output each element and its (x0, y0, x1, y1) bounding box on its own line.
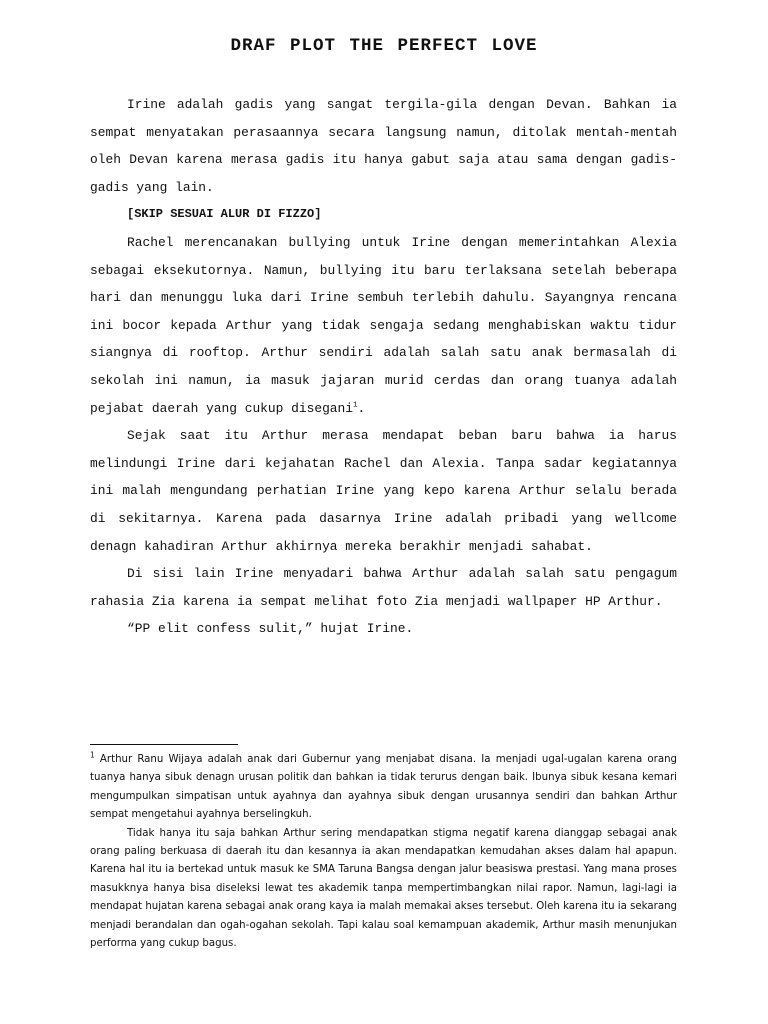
paragraph-quote: “PP elit confess sulit,” hujat Irine. (127, 621, 414, 637)
paragraph-rachel-bullying (90, 229, 677, 422)
document-body (90, 91, 677, 643)
footnote-paragraph-1 (90, 751, 677, 825)
document-title: DRAF PLOT THE PERFECT LOVE (230, 36, 538, 56)
footnote-marker: 1 (90, 750, 95, 760)
skip-note: [SKIP SESUAI ALUR DI FIZZO] (127, 207, 322, 222)
paragraph-arthur-protects: Sejak saat itu Arthur merasa mendapat beban baru bahwa ia harus melindungi Irine dari kejahatan Rachel dan Alexia. Tanpa sadar kegiatannya ini malah mengundang perhatian Irine yang kepo karena Arthur selalu berada di sekitarnya. Karena pada dasarnya Irine adalah pribadi yang wellcome denagn kahadiran Arthur akhirnya mereka berakhir menjadi sahabat. (90, 428, 677, 554)
footnote-separator (90, 744, 238, 745)
footnote-paragraph-2: Tidak hanya itu saja bahkan Arthur sering mendapatkan stigma negatif karena dianggap sebagai anak orang paling berkuasa di daerah itu dan kesannya ia akan mendapatkan kemudahan akses dalam hal apapun. Karena hal itu ia bertekad untuk masuk ke SMA Taruna Bangsa dengan jalur beasiswa prestasi. Yang mana proses masukknya hanya bisa diseleksi lewat tes akademik tanpa mempertimbangkan nilai rapor. Namun, lagi-lagi ia mendapat hujatan karena sebagai anak orang kaya ia malah memakai akses tersebut. Oleh karena itu ia sekarang menjadi berandalan dan ogah-ogahan sekolah. Tapi kalau soal kemampuan akademik, Arthur masih menunjukan performa yang cukup bagus. (90, 827, 677, 950)
paragraph-zia-admirer: Di sisi lain Irine menyadari bahwa Arthur adalah salah satu pengagum rahasia Zia karena ia sempat melihat foto Zia menjadi wallpaper HP Arthur. (90, 566, 677, 609)
paragraph-rachel-bullying-text: Rachel merencanakan bullying untuk Irine dengan memerintahkan Alexia sebagai eksekutornya. Namun, bullying itu baru terlaksana setelah beberapa hari dan menunggu luka dari Irine sembuh terlebih dahulu. Sayangnya rencana ini bocor kepada Arthur yang tidak sengaja sedang menghabiskan waktu tidur siangnya di rooftop. Arthur sendiri adalah salah satu anak bermasalah di sekolah ini namun, ia masuk jajaran murid cerdas dan orang tuanya adalah pejabat daerah yang cukup disegani (90, 234, 677, 416)
footnote-section (90, 751, 677, 953)
footnote-text-1: Arthur Ranu Wijaya adalah anak dari Gubernur yang menjabat disana. Ia menjadi ugal-ugalan karena orang tuanya hanya sibuk denagn urusan politik dan bahkan ia tidak terurus dengan baik. Ibunya sibuk kesana kemari mengumpulkan simpatisan untuk ayahnya dan ayahnya sibuk dengan urusannya sendiri dan bahkan Arthur sempat mengetahui ayahnya berselingkuh. (90, 754, 677, 821)
footnote-reference[interactable]: 1 (353, 401, 358, 410)
paragraph-intro: Irine adalah gadis yang sangat tergila-gila dengan Devan. Bahkan ia sempat menyatakan perasaannya secara langsung namun, ditolak mentah-mentah oleh Devan karena merasa gadis itu hanya gabut saja atau sama dengan gadis-gadis yang lain. (90, 97, 677, 195)
footnote-reference-period: . (357, 400, 366, 416)
